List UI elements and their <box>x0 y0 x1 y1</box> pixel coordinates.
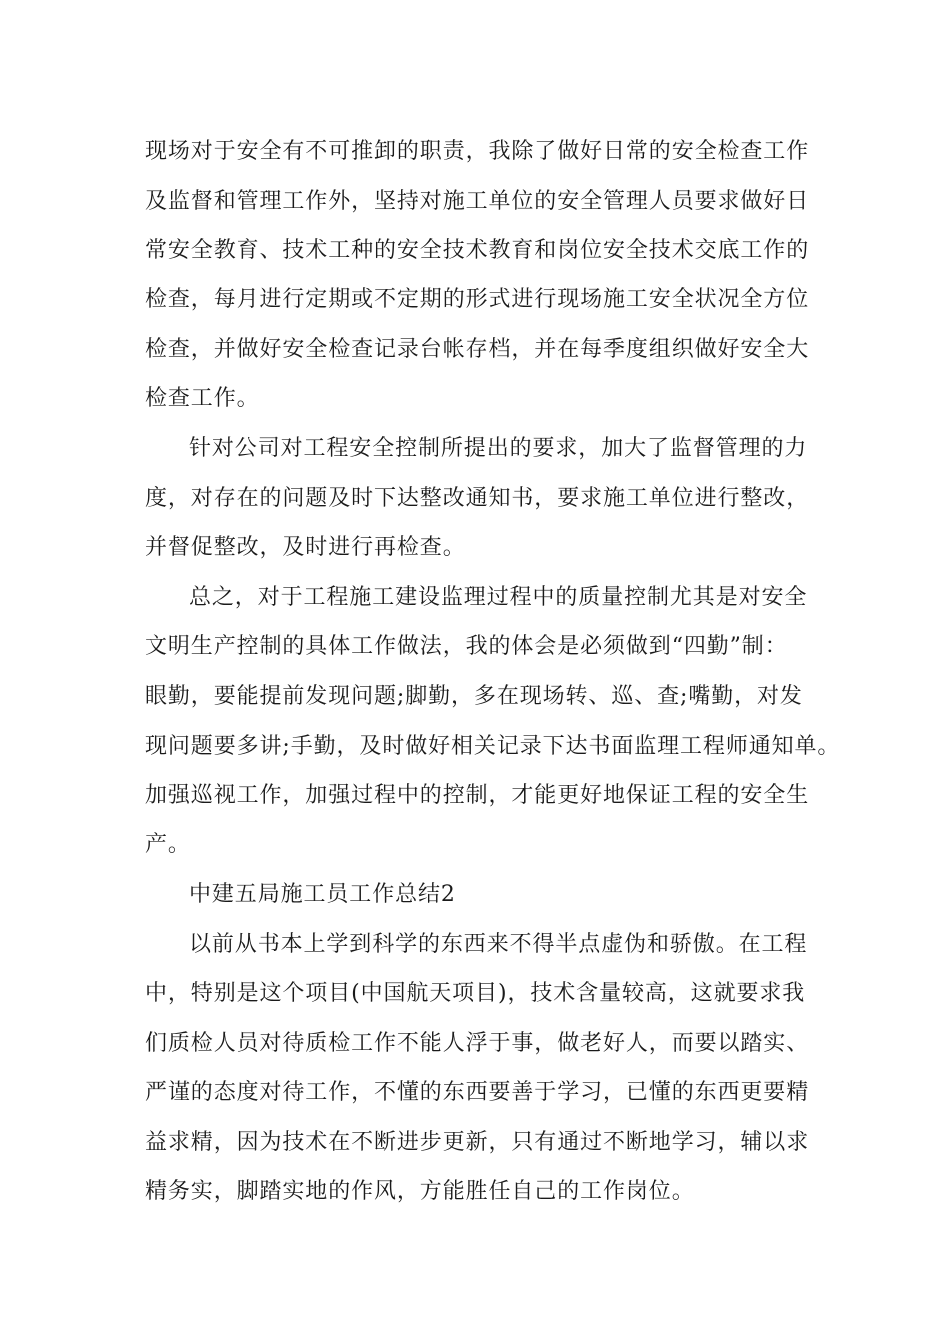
text-line: 检查工作。 <box>145 386 260 411</box>
text-line: 们质检人员对待质检工作不能人浮于事，做老好人，而要以踏实、 <box>145 1031 810 1056</box>
section-heading: 中建五局施工员工作总结2 <box>189 882 456 907</box>
text-line: 并督促整改，及时进行再检查。 <box>145 535 466 560</box>
text-line: 中，特别是这个项目(中国航天项目)，技术含量较高，这就要求我 <box>145 981 806 1006</box>
text-line: 文明生产控制的具体工作做法，我的体会是必须做到“四勤”制： <box>145 634 788 659</box>
text-line: 常安全教育、技术工种的安全技术教育和岗位安全技术交底工作的 <box>145 238 810 263</box>
text-line: 现场对于安全有不可推卸的职责，我除了做好日常的安全检查工作 <box>145 139 810 164</box>
text-line: 及监督和管理工作外，坚持对施工单位的安全管理人员要求做好日 <box>145 189 810 214</box>
text-line: 产。 <box>145 832 191 857</box>
text-line: 益求精，因为技术在不断进步更新，只有通过不断地学习，辅以求 <box>145 1130 810 1155</box>
text-line: 加强巡视工作，加强过程中的控制，才能更好地保证工程的安全生 <box>145 783 810 808</box>
text-line: 现问题要多讲;手勤，及时做好相关记录下达书面监理工程师通知单。 <box>145 734 841 759</box>
text-line: 针对公司对工程安全控制所提出的要求，加大了监督管理的力 <box>189 436 808 461</box>
text-line: 总之，对于工程施工建设监理过程中的质量控制尤其是对安全 <box>189 585 808 610</box>
text-line: 严谨的态度对待工作，不懂的东西要善于学习，已懂的东西更要精 <box>145 1080 810 1105</box>
text-line: 检查，每月进行定期或不定期的形式进行现场施工安全状况全方位 <box>145 287 810 312</box>
text-line: 度，对存在的问题及时下达整改通知书，要求施工单位进行整改， <box>145 486 810 511</box>
text-line: 以前从书本上学到科学的东西来不得半点虚伪和骄傲。在工程 <box>189 932 808 957</box>
text-line: 精务实，脚踏实地的作风，方能胜任自己的工作岗位。 <box>145 1179 695 1204</box>
text-line: 眼勤，要能提前发现问题;脚勤，多在现场转、巡、查;嘴勤，对发 <box>145 684 803 709</box>
text-line: 检查，并做好安全检查记录台帐存档，并在每季度组织做好安全大 <box>145 337 810 362</box>
